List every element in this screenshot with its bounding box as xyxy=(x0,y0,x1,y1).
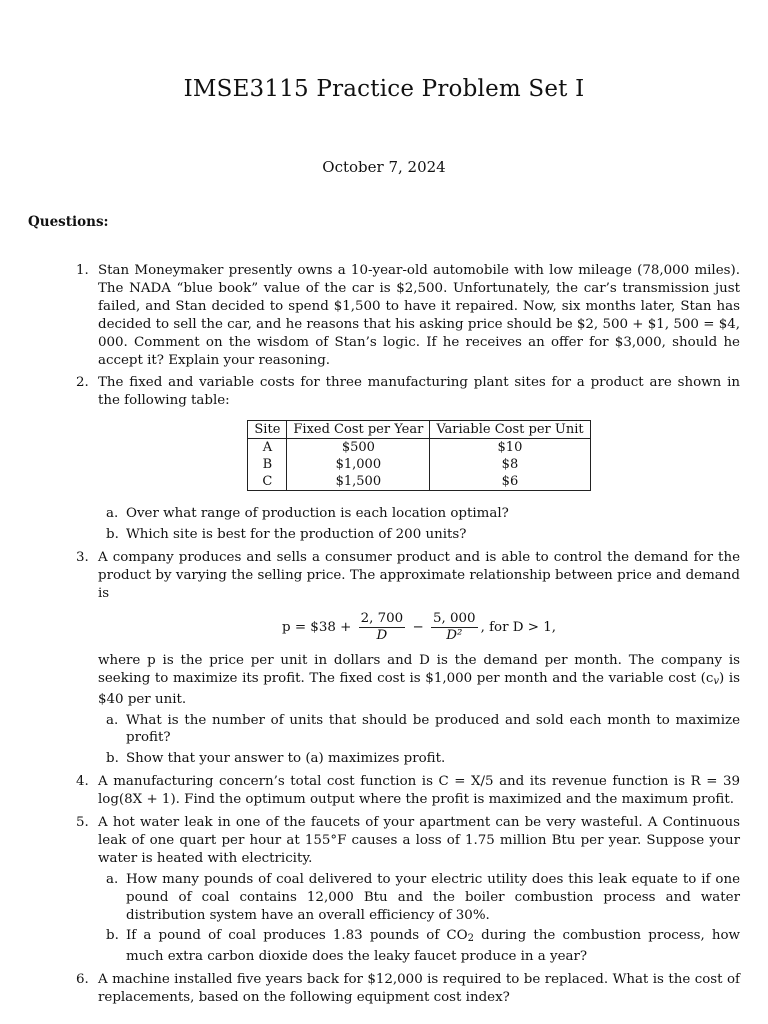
question-number: 6. xyxy=(76,972,89,988)
question-4 xyxy=(76,773,740,809)
fraction-1 xyxy=(359,611,406,644)
subscript: 2 xyxy=(467,933,475,945)
subquestion-text: How many pounds of coal delivered to your electric utility does this leak equate to if one pound of coal contains 12,000 Btu and the boiler combustion process and water distribution system have an overall efficiency of 30%. xyxy=(126,871,740,923)
table-cell: $1,500 xyxy=(287,473,430,491)
question-text: Stan Moneymaker presently owns a 10-year-old automobile with low mileage (78,000 miles). The NADA “blue book” value of the car is $2,500. Unfortunately, the car’s transmission just failed, and Stan decided to spend $1,500 to have it repaired. Now, six months later, Stan has decided to sell the car, and he reasons that his asking price should be $2, 500 + $1, 500 = $4, 000. Comment on the wisdom of Stan’s logic. If he receives an offer for $3,000, should he accept it? Explain your reasoning. xyxy=(98,263,740,368)
question-1 xyxy=(76,262,740,369)
questions-header: Questions: xyxy=(28,214,109,230)
table-cell: C xyxy=(248,473,287,491)
table-header-row xyxy=(248,421,590,439)
table-cell: B xyxy=(248,456,287,473)
subquestion-3b xyxy=(106,750,740,768)
fraction-denominator: D xyxy=(376,627,388,643)
subquestion-3a xyxy=(106,712,740,748)
equation-minus: − xyxy=(412,619,424,635)
question-text: A hot water leak in one of the faucets of your apartment can be very wasteful. A Continuous leak of one quart per hour at 155°F causes a loss of 1.75 million Btu per year. Suppose your water is heated with electricity. xyxy=(98,815,740,866)
table-row xyxy=(248,439,590,457)
fraction-denominator: D² xyxy=(446,627,463,643)
subquestion-text: What is the number of units that should be produced and sold each month to maximize profit? xyxy=(126,712,740,746)
question-number: 1. xyxy=(76,263,89,278)
question-text: A manufacturing concern’s total cost function is C = X/5 and its revenue function is R = 39 log(8X + 1). Find the optimum output where the profit is maximized and the maximum profit. xyxy=(98,774,740,808)
subquestion-label: b. xyxy=(106,928,119,944)
fraction-numerator: 5, 000 xyxy=(432,610,476,626)
subscript: v xyxy=(713,675,720,687)
table-row xyxy=(248,473,590,491)
subquestion-text: Which site is best for the production of 200 units? xyxy=(126,527,467,543)
table-cell: A xyxy=(248,439,287,457)
question-5 xyxy=(76,814,740,966)
subquestion-text: Over what range of production is each location optimal? xyxy=(126,506,509,522)
question-text: A machine installed five years back for $12,000 is required to be replaced. What is the cost of replacements, based on the following equipment cost index? xyxy=(98,972,740,1006)
question-6 xyxy=(76,971,740,1007)
table-row xyxy=(248,456,590,473)
subquestion-label: a. xyxy=(106,506,119,522)
subquestion-text xyxy=(126,928,740,964)
question-number: 3. xyxy=(76,550,89,566)
text-fragment: during the combustion process, how much extra carbon dioxide does the leaky faucet produce in a year? xyxy=(126,928,740,965)
text-fragment: ) is $40 per unit. xyxy=(98,670,741,707)
equation-tail: , for D > 1, xyxy=(480,619,556,635)
text-fragment: If a pound of coal produces 1.83 pounds of CO xyxy=(126,928,468,944)
subquestion-label: a. xyxy=(106,871,119,887)
text-fragment: where p is the price per unit in dollars and D is the demand per month. The company is seeking to maximize its profit. The fixed cost is $1,000 per month and the variable cost (c xyxy=(98,652,740,686)
question-number: 5. xyxy=(76,815,89,831)
fraction-2 xyxy=(431,611,478,644)
subquestion-5a xyxy=(106,871,740,925)
table-header-cell: Variable Cost per Unit xyxy=(430,421,590,439)
document-title: IMSE3115 Practice Problem Set I xyxy=(183,76,585,102)
cost-table xyxy=(247,420,590,491)
table-header-cell: Fixed Cost per Year xyxy=(287,421,430,439)
question-3 xyxy=(76,549,741,768)
fraction-numerator: 2, 700 xyxy=(360,610,404,626)
table-cell: $500 xyxy=(287,439,430,457)
subquestion-2b xyxy=(106,526,740,544)
question-text: The fixed and variable costs for three manufacturing plant sites for a product are shown in the following table: xyxy=(98,375,740,409)
table-cell: $8 xyxy=(430,456,590,473)
question-2 xyxy=(76,374,740,544)
subquestion-5b xyxy=(106,927,740,966)
subquestion-2a xyxy=(106,505,740,523)
subquestion-text: Show that your answer to (a) maximizes profit. xyxy=(126,751,446,767)
subquestion-label: b. xyxy=(106,751,119,767)
equation-lhs: p = $38 + xyxy=(282,619,352,635)
question-text: A company produces and sells a consumer product and is able to control the demand for the product by varying the selling price. The approximate relationship between price and demand is xyxy=(98,550,740,601)
price-demand-equation xyxy=(98,611,740,644)
questions-list xyxy=(76,262,741,1012)
subquestion-label: a. xyxy=(106,712,119,728)
document-date: October 7, 2024 xyxy=(322,158,446,176)
table-cell: $10 xyxy=(430,439,590,457)
question-text-continued xyxy=(98,652,740,709)
subquestion-label: b. xyxy=(106,527,119,543)
table-header-cell: Site xyxy=(248,421,287,439)
question-number: 4. xyxy=(76,774,89,790)
table-cell: $6 xyxy=(430,473,590,491)
table-cell: $1,000 xyxy=(287,456,430,473)
question-number: 2. xyxy=(76,375,89,391)
